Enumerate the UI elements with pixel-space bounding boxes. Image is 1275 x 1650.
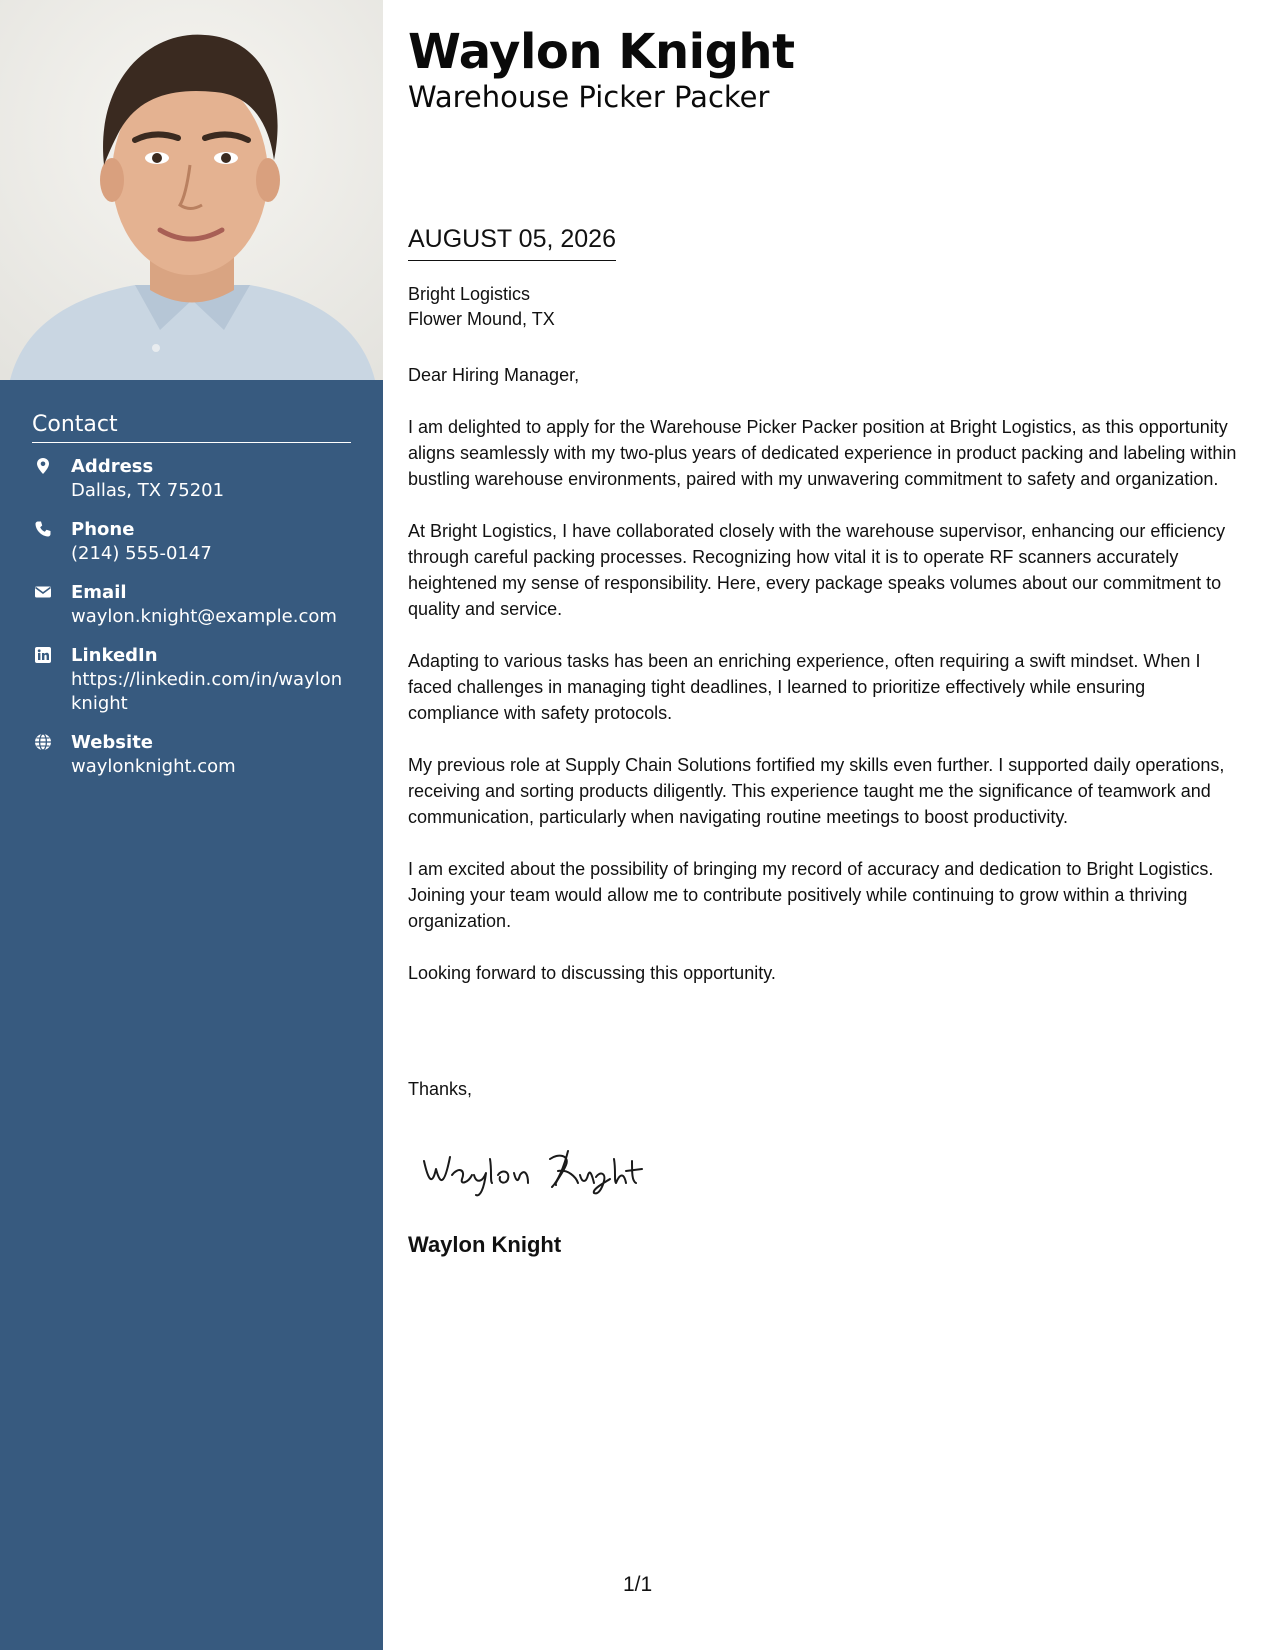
contact-heading: Contact [32,412,351,443]
linkedin-value[interactable]: https://linkedin.com/in/waylonknight [71,669,343,714]
recipient-location: Flower Mound, TX [408,309,555,329]
handwritten-signature [418,1139,688,1199]
envelope-icon [34,583,52,601]
letter-date: AUGUST 05, 2026 [408,224,616,261]
paragraph-2: At Bright Logistics, I have collaborated closely with the warehouse supervisor, enhancing our efficiency through careful packing processes. Recognizing how vital it is to operate RF scanners accurately heightened my sense of responsibility. Here, every package speaks volumes about our commitment to quality and service. [408,521,1226,619]
paragraph-1: I am delighted to apply for the Warehouse Picker Packer position at Bright Logistics, as this opportunity aligns seamlessly with my two-plus years of dedicated experience in product packing and labeling within bustling warehouse environments, paired with my unwavering commitment to safety and organization. [408,417,1237,489]
map-pin-icon [34,457,52,475]
email-label: Email [71,582,127,603]
date-block [408,224,616,261]
applicant-name: Waylon Knight [408,24,795,80]
contact-website [32,731,351,779]
address-value: Dallas, TX 75201 [71,480,225,501]
sidebar [0,0,383,1650]
paragraph-6: Looking forward to discussing this opportunity. [408,963,776,983]
website-value[interactable]: waylonknight.com [71,756,236,777]
paragraph-4: My previous role at Supply Chain Solutions fortified my skills even further. I supported daily operations, receiving and sorting products diligently. This experience taught me the significance of teamwork and communication, particularly when navigating routine meetings to boost productivity. [408,755,1225,827]
recipient-block [408,282,555,332]
letter-body [408,362,1240,1012]
linkedin-icon [34,646,52,664]
website-label: Website [71,732,154,753]
contact-linkedin [32,644,351,716]
job-title: Warehouse Picker Packer [408,80,770,114]
contact-address [32,455,351,503]
email-value[interactable]: waylon.knight@example.com [71,606,337,627]
signer-name: Waylon Knight [408,1232,562,1257]
contact-phone [32,518,351,566]
paragraph-3: Adapting to various tasks has been an enriching experience, often requiring a swift mindset. When I faced challenges in managing tight deadlines, I learned to prioritize effectively while ensuring compliance with safety protocols. [408,651,1201,723]
phone-label: Phone [71,519,135,540]
closing: Thanks, [408,1079,473,1099]
contact-email [32,581,351,629]
portrait-photo-icon [0,0,383,380]
paragraph-5: I am excited about the possibility of bringing my record of accuracy and dedication to Bright Logistics. Joining your team would allow me to contribute positively while continuing to grow within a thriving organization. [408,859,1214,931]
linkedin-label: LinkedIn [71,645,158,666]
letter-main [408,24,1240,1257]
page-number: 1/1 [623,1573,653,1596]
phone-value[interactable]: (214) 555-0147 [71,543,212,564]
profile-photo [0,0,383,380]
salutation: Dear Hiring Manager, [408,365,580,385]
recipient-company: Bright Logistics [408,284,531,304]
globe-icon [34,733,52,751]
phone-icon [34,520,52,538]
address-label: Address [71,456,154,477]
contact-section [32,412,351,794]
